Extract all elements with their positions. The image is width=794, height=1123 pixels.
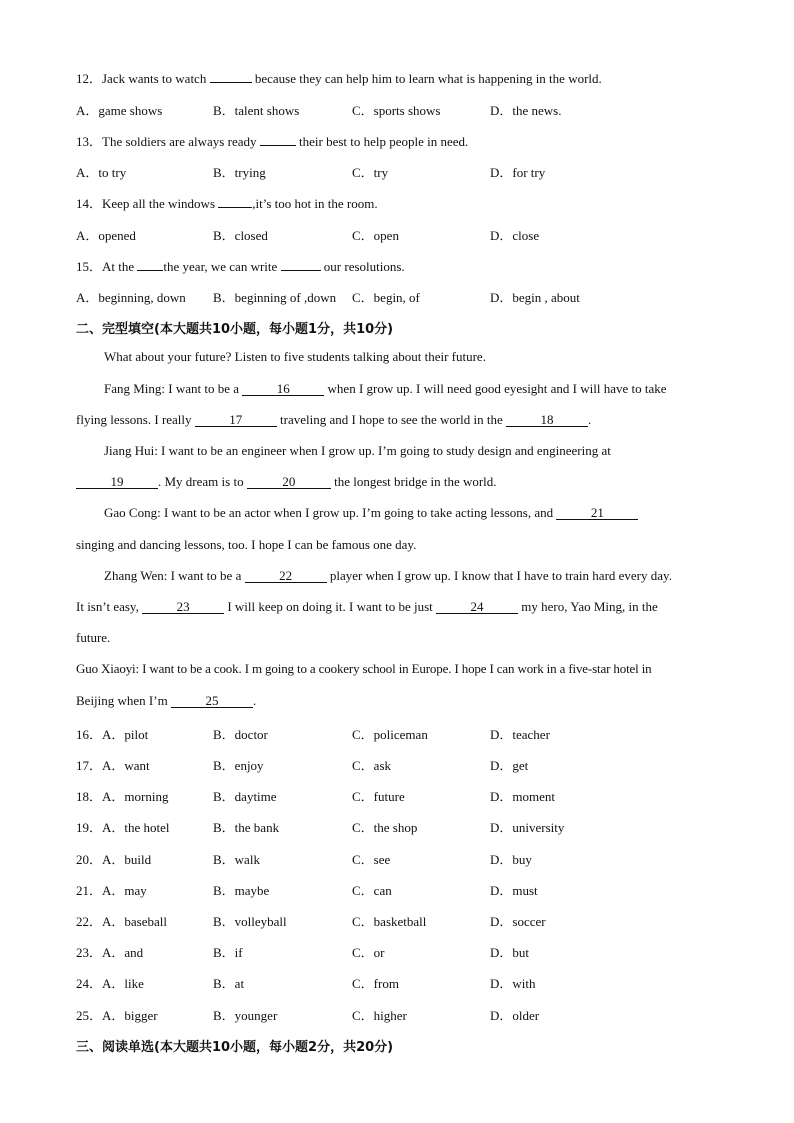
cloze-25-option-c[interactable]: C．higher <box>352 1008 407 1023</box>
stem-text: because they can help him to learn what is happening in the world. <box>251 71 602 86</box>
passage-text: . <box>252 693 257 708</box>
cloze-18-option-d[interactable]: D．moment <box>490 789 555 804</box>
option-d[interactable]: D．for try <box>490 165 546 180</box>
cloze-18-option-b[interactable]: B．daytime <box>213 789 277 804</box>
item-number: 24． <box>76 976 103 991</box>
blank-20: 20 <box>247 475 331 489</box>
stem-text: our resolutions. <box>320 259 405 274</box>
blank-21: 21 <box>556 506 638 520</box>
option-c[interactable]: C．sports shows <box>352 103 441 118</box>
option-a[interactable]: A．opened <box>76 228 136 243</box>
cloze-20-option-c[interactable]: C．see <box>352 852 391 867</box>
passage-text: the longest bridge in the world. <box>330 474 497 489</box>
option-a[interactable]: A．to try <box>76 165 127 180</box>
item-number: 23． <box>76 945 103 960</box>
question-15-stem <box>76 256 405 275</box>
section-2-heading: 二、完型填空(本大题共10小题，每小题1分，共10分) <box>76 322 394 337</box>
option-text: A．pilot <box>102 727 149 742</box>
option-c[interactable]: C．open <box>352 228 399 243</box>
stem-text: 13．The soldiers are always ready <box>76 134 260 149</box>
passage-text: . My dream is to <box>158 474 247 489</box>
item-number: 25． <box>76 1008 103 1023</box>
cloze-22-option-b[interactable]: B．volleyball <box>213 914 287 929</box>
item-number: 19． <box>76 820 103 835</box>
option-d[interactable]: D．the news. <box>490 103 562 118</box>
cloze-16-option-a[interactable] <box>76 724 148 743</box>
item-number: 18． <box>76 789 103 804</box>
passage-line <box>104 505 638 521</box>
passage-intro: What about your future? Listen to five students talking about their future. <box>104 349 486 364</box>
passage-text: when I grow up. I will need good eyesight and I will have to take <box>324 381 667 396</box>
blank-18: 18 <box>506 413 588 427</box>
option-text: A．morning <box>102 789 169 804</box>
blank-23: 23 <box>142 600 224 614</box>
cloze-18-option-c[interactable]: C．future <box>352 789 405 804</box>
cloze-22-option-a[interactable] <box>76 911 167 930</box>
cloze-20-option-a[interactable] <box>76 849 151 868</box>
passage-line: singing and dancing lessons, too. I hope I can be famous one day. <box>76 537 417 552</box>
option-text: A．like <box>102 976 144 991</box>
item-number: 16． <box>76 727 103 742</box>
blank-19: 19 <box>76 475 158 489</box>
cloze-23-option-d[interactable]: D．but <box>490 945 530 960</box>
cloze-21-option-d[interactable]: D．must <box>490 883 538 898</box>
passage-line <box>104 568 672 584</box>
answer-blank <box>137 270 163 271</box>
cloze-19-option-d[interactable]: D．university <box>490 820 565 835</box>
cloze-24-option-d[interactable]: D．with <box>490 976 536 991</box>
option-a[interactable]: A．game shows <box>76 103 163 118</box>
passage-text: Beijing when I’m <box>76 693 171 708</box>
passage-line: future. <box>76 630 111 645</box>
stem-text: ,it’s too hot in the room. <box>252 196 378 211</box>
cloze-24-option-a[interactable] <box>76 973 144 992</box>
passage-text: player when I grow up. I know that I have to train hard every day. <box>326 568 672 583</box>
passage-text: flying lessons. I really <box>76 412 195 427</box>
question-13-stem <box>76 131 468 150</box>
question-12-stem <box>76 68 602 87</box>
option-text: A．build <box>102 852 152 867</box>
stem-text: their best to help people in need. <box>295 134 469 149</box>
question-14-stem <box>76 193 378 212</box>
cloze-24-option-b[interactable]: B．at <box>213 976 245 991</box>
blank-24: 24 <box>436 600 518 614</box>
passage-text: . <box>588 412 592 427</box>
passage-line <box>76 412 591 428</box>
option-text: A．want <box>102 758 150 773</box>
option-a[interactable]: A．beginning, down <box>76 290 186 305</box>
cloze-17-option-b[interactable]: B．enjoy <box>213 758 264 773</box>
blank-16: 16 <box>242 382 324 396</box>
item-number: 20． <box>76 852 103 867</box>
section-3-heading: 三、阅读单选(本大题共10小题，每小题2分，共20分) <box>76 1040 394 1055</box>
stem-text: 14．Keep all the windows <box>76 196 219 211</box>
cloze-25-option-b[interactable]: B．younger <box>213 1008 278 1023</box>
option-c[interactable]: C．try <box>352 165 389 180</box>
cloze-23-option-b[interactable]: B．if <box>213 945 243 960</box>
option-b[interactable]: B．talent shows <box>213 103 300 118</box>
cloze-18-option-a[interactable] <box>76 786 168 805</box>
blank-25: 25 <box>171 694 253 708</box>
option-d[interactable]: D．close <box>490 228 540 243</box>
option-text: A．and <box>102 945 144 960</box>
blank-17: 17 <box>195 413 277 427</box>
cloze-24-option-c[interactable]: C．from <box>352 976 399 991</box>
passage-line <box>76 693 256 709</box>
cloze-21-option-a[interactable] <box>76 880 147 899</box>
cloze-16-option-d[interactable]: D．teacher <box>490 727 550 742</box>
passage-text: traveling and I hope to see the world in the <box>276 412 507 427</box>
cloze-19-option-a[interactable] <box>76 817 170 836</box>
stem-text: 12．Jack wants to watch <box>76 71 210 86</box>
option-text: A．the hotel <box>102 820 170 835</box>
cloze-22-option-d[interactable]: D．soccer <box>490 914 546 929</box>
passage-line: Jiang Hui: I want to be an engineer when I grow up. I’m going to study design and engineering at <box>104 443 611 458</box>
option-text: A．may <box>102 883 147 898</box>
cloze-19-option-b[interactable]: B．the bank <box>213 820 280 835</box>
stem-text: the year, we can write <box>163 259 281 274</box>
passage-line <box>104 381 667 397</box>
passage-line <box>76 599 658 615</box>
cloze-17-option-d[interactable]: D．get <box>490 758 529 773</box>
passage-text: my hero, Yao Ming, in the <box>518 599 658 614</box>
blank-22: 22 <box>245 569 327 583</box>
cloze-20-option-b[interactable]: B．walk <box>213 852 260 867</box>
passage-line: Guo Xiaoyi: I want to be a cook. I m going to a cookery school in Europe. I hope I can work in a five-star hotel in <box>76 661 652 676</box>
passage-text: Zhang Wen: I want to be a <box>104 568 245 583</box>
item-number: 21． <box>76 883 103 898</box>
item-number: 17． <box>76 758 103 773</box>
cloze-19-option-c[interactable]: C．the shop <box>352 820 418 835</box>
cloze-16-option-b[interactable]: B．doctor <box>213 727 268 742</box>
cloze-22-option-c[interactable]: C．basketball <box>352 914 427 929</box>
item-number: 22． <box>76 914 103 929</box>
cloze-21-option-b[interactable]: B．maybe <box>213 883 270 898</box>
option-b[interactable]: B．beginning of ,down <box>213 290 337 305</box>
option-c[interactable]: C．begin, of <box>352 290 420 305</box>
answer-blank <box>260 145 296 146</box>
cloze-20-option-d[interactable]: D．buy <box>490 852 532 867</box>
cloze-17-option-a[interactable] <box>76 755 150 774</box>
cloze-25-option-d[interactable]: D．older <box>490 1008 540 1023</box>
answer-blank <box>281 270 321 271</box>
cloze-17-option-c[interactable]: C．ask <box>352 758 392 773</box>
option-text: A．baseball <box>102 914 167 929</box>
cloze-23-option-c[interactable]: C．or <box>352 945 385 960</box>
option-text: A．bigger <box>102 1008 158 1023</box>
answer-blank <box>218 207 252 208</box>
passage-text: It isn’t easy, <box>76 599 143 614</box>
answer-blank <box>210 82 252 83</box>
cloze-23-option-a[interactable] <box>76 942 143 961</box>
passage-text: Gao Cong: I want to be an actor when I grow up. I’m going to take acting lessons, and <box>104 505 557 520</box>
stem-text: 15．At the <box>76 259 138 274</box>
passage-text: Fang Ming: I want to be a <box>104 381 243 396</box>
cloze-25-option-a[interactable] <box>76 1005 158 1024</box>
option-d[interactable]: D．begin , about <box>490 290 580 305</box>
option-b[interactable]: B．trying <box>213 165 266 180</box>
cloze-16-option-c[interactable]: C．policeman <box>352 727 428 742</box>
cloze-21-option-c[interactable]: C．can <box>352 883 392 898</box>
passage-text: I will keep on doing it. I want to be just <box>224 599 437 614</box>
passage-line <box>76 474 497 490</box>
option-b[interactable]: B．closed <box>213 228 268 243</box>
